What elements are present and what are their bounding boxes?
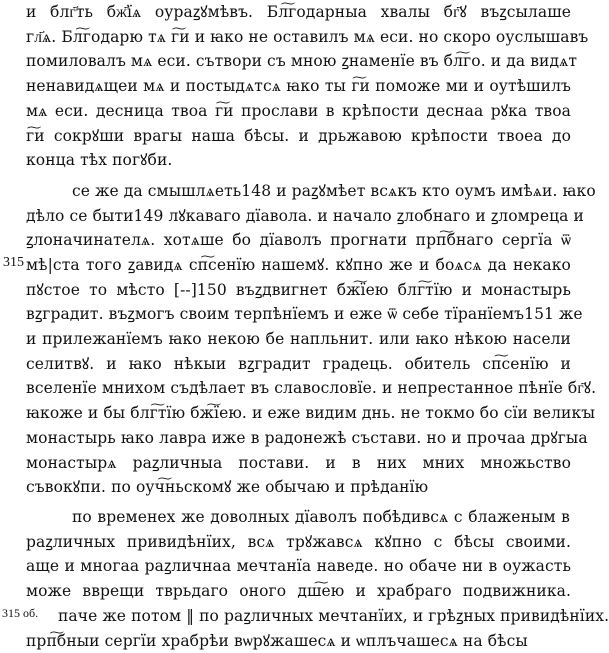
folio-number: 315 об.: [2, 606, 39, 620]
text-line: мѣ|ста того ꙁавидѧ сп͠сенїю нашемꙋ. кꙋпно же и боѧсѧ да некако: [26, 256, 571, 274]
text-line: ꙁлоначинателѧ. хотѧше бо дїаволъ прогнати прп͠бнаго сергїа ѿ: [26, 231, 571, 249]
text-line: раꙁличных привидѣнїих, всѧ трꙋжавсѧ кꙋпно с бѣсы своими.: [26, 533, 571, 551]
text-line: и блг҃ть бж҃їѧ оураꙁꙋмѣвъ. Бл͠годарныа хвалы бг҃ꙋ въꙁсылаше: [26, 3, 571, 21]
text-line: дѣло се быти149 лꙋкаваго дїавола. и начало ꙁлобнаго и ꙁломреца и: [26, 207, 584, 225]
text-line: помиловалъ мѧ еси. сътвори съ мною ꙁнаменїе въ бл͠го. и да видѧт: [26, 52, 578, 70]
text-line: ненавидѧщеи мѧ и постыдѧтсѧ ꙗко ты г͠и поможе ми и оутѣшилъ: [26, 77, 571, 95]
text-line: ꙗкоже и бы блг͠тїю бж͠їею. и еже видим днь. не токмо бо сїи великꙑ: [26, 404, 596, 422]
text-line: селитвꙋ. и ꙗко нѣкыи вꙁградит градець. обитель сп͠сенїю и: [26, 355, 571, 373]
text-line: по временех же доволных дїаволъ побѣдивсѧ с блаженым в: [72, 508, 570, 526]
text-line: г͠и сокрꙋши врагы наша бѣсы. и дрьжавою крѣпости твоеа до: [26, 127, 571, 145]
text-line: гл҃ѧ. Бл͠годарю тѧ г͠и и ꙗко не оставилъ мѧ еси. но скоро оуслышавъ: [26, 28, 589, 46]
text-line: се же да смышлѧеть148 и раꙁꙋмѣет всѧкъ кто оумъ имѣѧи. ꙗко: [72, 182, 596, 200]
text-line: аще и многаа раꙁличнаа мечтанїа наведе. но обаче ни в оужасть: [26, 557, 571, 575]
text-line: монастырь ꙗко лавра иже в радонежѣ състави. но и прочаа дрꙋгыа: [26, 429, 588, 447]
text-line: съвокꙋпи. по оуч͠ньскомꙋ же обычаю и прѣданїю: [26, 478, 429, 496]
text-line: прп͠бныи сергїи храбрѣи вѡрꙋжашесѧ и ѡплъчашесѧ на бѣсы: [26, 632, 528, 650]
folio-number: 315: [3, 255, 24, 270]
text-line: мѧ еси. десница твоа г͠и прослави в крѣпости деснаа рꙋка твоа: [26, 102, 571, 120]
text-line: може вврещи тврьдаго оного дш͠ею и храбраго подвижника.: [26, 582, 571, 600]
text-line: вселенїе мнихом съдѣлает въ славословїе. и непрестанное пѣнїе бг҃ꙋ.: [26, 379, 597, 397]
text-line: вꙁградит. въꙁмогъ своим терпѣнїемъ и еже ѿ себе тїранїемъ151 же: [26, 305, 583, 323]
text-line: пꙋстое то мѣсто [--]150 въꙁдвигнет бж͠їею блг͠тїю и монастырь: [26, 281, 571, 299]
text-line: и прилежанїемъ ꙗко некою бе напльнит. или ꙗко нѣкою насели: [26, 330, 571, 348]
text-line: конца тѣх погꙋби.: [26, 151, 173, 169]
text-line: монастырѧ раꙁличныа постави. и в них мних множьство: [26, 454, 571, 472]
text-line: паче же потом ‖ по раꙁличных мечтанїих, и грѣꙁных привидѣнїих.: [58, 607, 609, 625]
